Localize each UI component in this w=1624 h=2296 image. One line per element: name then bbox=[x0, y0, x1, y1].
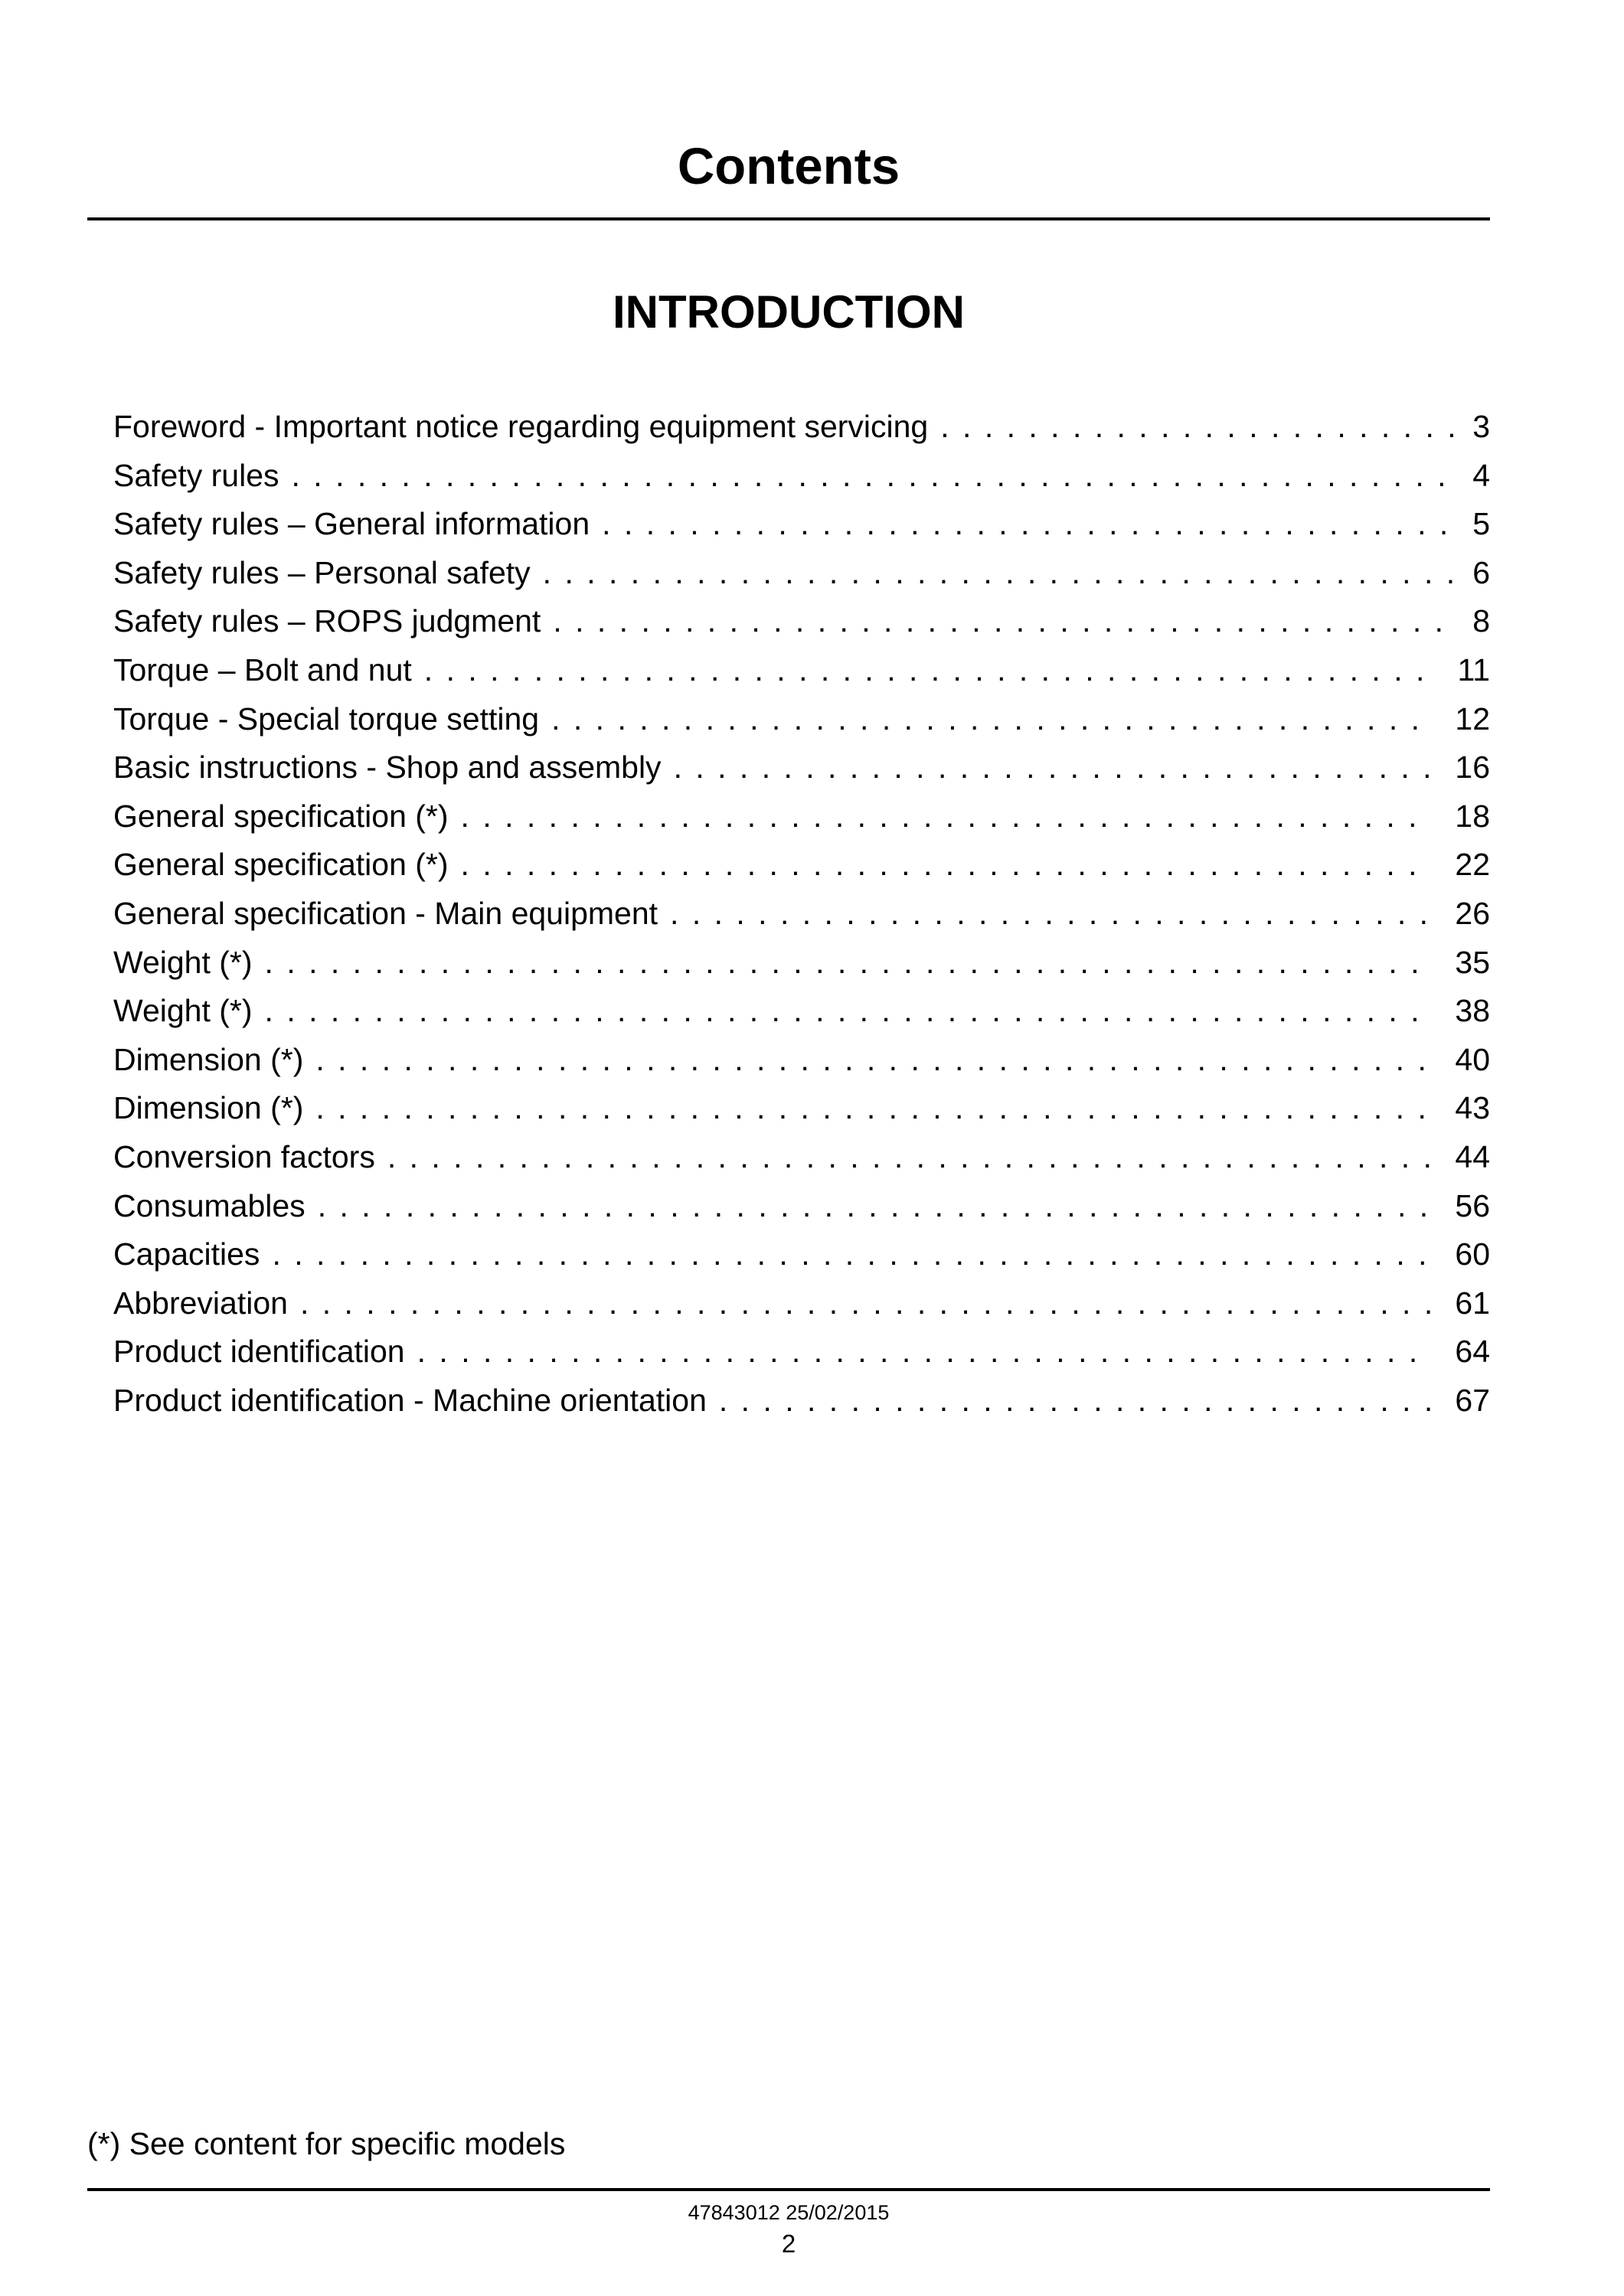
toc-entry-page: 4 bbox=[1472, 457, 1490, 493]
document-reference: 47843012 25/02/2015 bbox=[688, 2201, 890, 2224]
footnote: (*) See content for specific models bbox=[87, 2126, 566, 2161]
toc-entry-page: 11 bbox=[1457, 652, 1490, 687]
page-title: Contents bbox=[677, 138, 900, 195]
toc-entry-title: Foreword - Important notice regarding equipment servicing bbox=[113, 409, 929, 444]
table-of-contents bbox=[113, 403, 1490, 1425]
toc-entry-page: 6 bbox=[1472, 554, 1490, 590]
toc-entry-title: Safety rules – Personal safety bbox=[113, 554, 531, 590]
toc-entry[interactable] bbox=[113, 792, 1490, 841]
header-divider bbox=[87, 217, 1490, 220]
toc-entry-page: 38 bbox=[1455, 993, 1490, 1029]
toc-dot-leader bbox=[553, 597, 1456, 646]
toc-entry-title: Product identification bbox=[113, 1334, 405, 1370]
toc-entry[interactable] bbox=[113, 597, 1490, 646]
toc-entry[interactable] bbox=[113, 549, 1490, 598]
toc-dot-leader bbox=[424, 646, 1430, 695]
toc-dot-leader bbox=[674, 743, 1430, 792]
toc-entry-page: 16 bbox=[1455, 750, 1490, 785]
toc-entry[interactable] bbox=[113, 841, 1490, 890]
toc-entry-title: General specification (*) bbox=[113, 847, 449, 883]
toc-dot-leader bbox=[315, 1036, 1430, 1085]
toc-dot-leader bbox=[292, 452, 1457, 501]
toc-entry-page: 40 bbox=[1455, 1041, 1490, 1077]
toc-entry-page: 61 bbox=[1455, 1285, 1490, 1321]
toc-entry[interactable] bbox=[113, 1230, 1490, 1279]
toc-entry-page: 26 bbox=[1455, 895, 1490, 931]
toc-dot-leader bbox=[300, 1279, 1430, 1328]
toc-entry-page: 18 bbox=[1455, 798, 1490, 834]
toc-entry-page: 67 bbox=[1455, 1382, 1490, 1418]
toc-dot-leader bbox=[940, 403, 1456, 452]
toc-entry[interactable] bbox=[113, 743, 1490, 792]
toc-entry-title: Safety rules – General information bbox=[113, 506, 590, 542]
toc-entry[interactable] bbox=[113, 1377, 1490, 1426]
toc-entry-page: 56 bbox=[1455, 1187, 1490, 1223]
toc-dot-leader bbox=[265, 939, 1430, 988]
toc-entry[interactable] bbox=[113, 987, 1490, 1036]
toc-entry[interactable] bbox=[113, 939, 1490, 988]
toc-dot-leader bbox=[670, 890, 1430, 939]
toc-entry[interactable] bbox=[113, 646, 1490, 695]
toc-dot-leader bbox=[461, 792, 1430, 841]
footer-divider bbox=[87, 2188, 1490, 2191]
toc-entry-page: 64 bbox=[1455, 1334, 1490, 1370]
toc-entry-page: 44 bbox=[1455, 1138, 1490, 1174]
toc-entry[interactable] bbox=[113, 452, 1490, 501]
toc-entry-title: Weight (*) bbox=[113, 944, 253, 980]
toc-entry-title: Torque – Bolt and nut bbox=[113, 652, 412, 687]
toc-entry-title: Abbreviation bbox=[113, 1285, 288, 1321]
toc-entry[interactable] bbox=[113, 500, 1490, 549]
toc-dot-leader bbox=[318, 1182, 1430, 1231]
toc-entry-title: Weight (*) bbox=[113, 993, 253, 1029]
toc-entry-title: Capacities bbox=[113, 1236, 260, 1272]
toc-entry-title: Safety rules bbox=[113, 457, 279, 493]
toc-dot-leader bbox=[719, 1377, 1430, 1426]
toc-entry-page: 3 bbox=[1472, 409, 1490, 444]
toc-entry[interactable] bbox=[113, 1328, 1490, 1377]
toc-dot-leader bbox=[602, 500, 1456, 549]
toc-entry-title: General specification - Main equipment bbox=[113, 895, 658, 931]
toc-entry-page: 35 bbox=[1455, 944, 1490, 980]
toc-entry-title: Dimension (*) bbox=[113, 1090, 304, 1126]
toc-dot-leader bbox=[387, 1133, 1430, 1182]
page-number: 2 bbox=[781, 2229, 796, 2258]
toc-entry-page: 43 bbox=[1455, 1090, 1490, 1126]
toc-entry-title: Consumables bbox=[113, 1187, 306, 1223]
toc-entry[interactable] bbox=[113, 1036, 1490, 1085]
toc-dot-leader bbox=[265, 987, 1430, 1036]
toc-entry[interactable] bbox=[113, 403, 1490, 452]
toc-entry[interactable] bbox=[113, 890, 1490, 939]
toc-dot-leader bbox=[272, 1230, 1430, 1279]
toc-dot-leader bbox=[417, 1328, 1430, 1377]
toc-dot-leader bbox=[551, 695, 1430, 744]
toc-entry-title: Torque - Special torque setting bbox=[113, 701, 540, 736]
toc-entry[interactable] bbox=[113, 1084, 1490, 1133]
toc-entry-page: 12 bbox=[1455, 701, 1490, 736]
toc-entry-page: 8 bbox=[1472, 603, 1490, 639]
toc-dot-leader bbox=[543, 549, 1456, 598]
toc-entry-title: Dimension (*) bbox=[113, 1041, 304, 1077]
toc-entry-title: Safety rules – ROPS judgment bbox=[113, 603, 541, 639]
toc-entry[interactable] bbox=[113, 1182, 1490, 1231]
toc-entry[interactable] bbox=[113, 695, 1490, 744]
toc-entry-page: 5 bbox=[1472, 506, 1490, 542]
toc-entry-page: 22 bbox=[1455, 847, 1490, 883]
toc-entry-title: Product identification - Machine orientation bbox=[113, 1382, 707, 1418]
toc-dot-leader bbox=[315, 1084, 1430, 1133]
toc-dot-leader bbox=[461, 841, 1430, 890]
section-title: INTRODUCTION bbox=[613, 286, 965, 338]
toc-entry[interactable] bbox=[113, 1133, 1490, 1182]
toc-entry-title: General specification (*) bbox=[113, 798, 449, 834]
toc-entry[interactable] bbox=[113, 1279, 1490, 1328]
toc-entry-page: 60 bbox=[1455, 1236, 1490, 1272]
toc-entry-title: Conversion factors bbox=[113, 1138, 375, 1174]
toc-entry-title: Basic instructions - Shop and assembly bbox=[113, 750, 662, 785]
